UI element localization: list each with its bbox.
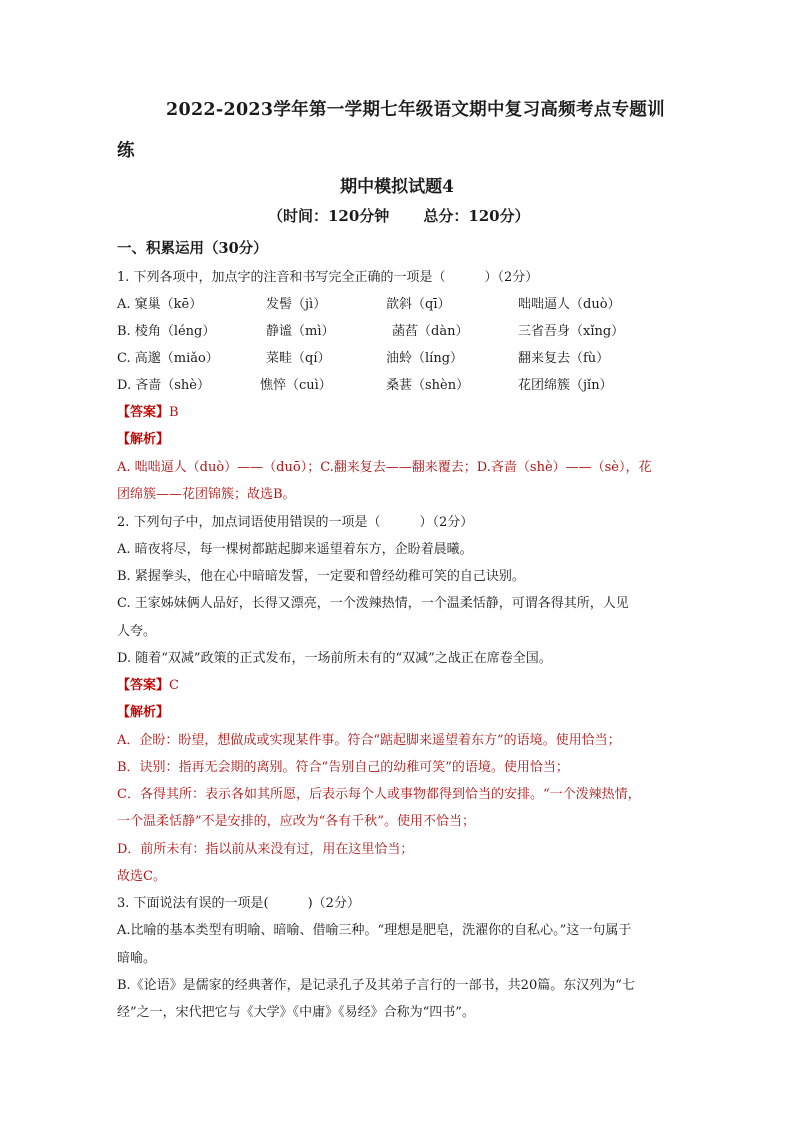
q1-option-b-3: 菡萏（dàn） (392, 324, 469, 339)
q3-option-b-line2: 经”之一，宋代把它与《大学》《中庸》《易经》合称为“四书”。 (117, 1005, 475, 1020)
q2-answer (117, 678, 179, 694)
q1-analysis-tag: 【解析】 (117, 432, 170, 447)
q2-analysis-b: B．诀别：指再无会期的离别。符合“告别自己的幼稚可笑”的语境。使用恰当； (117, 760, 569, 775)
exam-time-score (268, 205, 530, 226)
q2-analysis-a: A．企盼：盼望，想做成或实现某件事。符合“踮起脚来遥望着东方”的语境。使用恰当； (117, 733, 621, 748)
q2-analysis-d: D．前所未有：指以前从来没有过，用在这里恰当； (117, 842, 414, 857)
q1-answer (117, 405, 179, 421)
q1-option-d-2: 憔悴（cuì） (260, 378, 332, 393)
question-1-stem: 1. 下列各项中，加点字的注音和书写完全正确的一项是（ ）（2分） (117, 270, 539, 285)
exam-total-score: 总分：120分） (423, 207, 530, 225)
q2-analysis-conclusion: 故选C。 (117, 869, 166, 884)
q1-option-a-1: A. 窠巢（kē） (117, 297, 203, 312)
q1-option-d-3: 桑葚（shèn） (386, 378, 470, 393)
q1-option-d-4: 花团绵簇（jǐn） (518, 378, 613, 393)
q2-analysis-c-line1: C．各得其所：表示各如其所愿，后表示每个人或事物都得到恰当的安排。“一个泼辣热情， (117, 787, 641, 802)
q1-option-a-4: 咄咄逼人（duò） (518, 297, 621, 312)
question-2-stem: 2. 下列句子中，加点词语使用错误的一项是（ ）（2分） (117, 515, 474, 530)
q1-option-c-2: 菜畦（qí） (266, 351, 331, 366)
q1-option-b-2: 静谧（mì） (266, 324, 335, 339)
q2-analysis-c-line2: 一个温柔恬静”不是安排的，应改为“各有千秋”。使用不恰当； (117, 814, 475, 829)
answer-tag: 【答案】 (117, 678, 170, 693)
q1-option-c-1: C. 高邈（miǎo） (117, 351, 219, 366)
q1-option-a-3: 歆斜（qī） (386, 297, 451, 312)
question-3-stem: 3. 下面说法有误的一项是( )（2分） (117, 896, 360, 911)
q1-option-b-1: B. 棱角（léng） (117, 324, 216, 339)
answer-value: C (169, 678, 179, 693)
exam-subtitle: 期中模拟试题4 (340, 177, 454, 197)
document-title-line1: 2022-2023学年第一学期七年级语文期中复习高频考点专题训 (166, 100, 665, 120)
q1-analysis-line1: A. 咄咄逼人（duò）——（duō）；C.翻来复去——翻来覆去；D.吝啬（shè）——（sè），花 (117, 460, 652, 475)
q2-option-c-line2: 人夸。 (117, 624, 157, 639)
q2-option-d: D. 随着“双减”政策的正式发布，一场前所未有的“双减”之战正在席卷全国。 (117, 651, 552, 666)
answer-value: B (169, 405, 179, 420)
q1-option-c-3: 油蛉（líng） (386, 351, 464, 366)
q1-analysis-line2: 团绵簇——花团锦簇；故选B。 (117, 487, 296, 502)
q2-analysis-tag: 【解析】 (117, 705, 170, 720)
q1-option-d-1: D. 吝啬（shè） (117, 378, 210, 393)
q3-option-b-line1: B.《论语》是儒家的经典著作，是记录孔子及其弟子言行的一部书，共20篇。东汉列为“七 (117, 978, 635, 993)
q2-option-b: B. 紧握拳头，他在心中暗暗发誓，一定要和曾经幼稚可笑的自己诀别。 (117, 569, 525, 584)
q1-option-c-4: 翻来复去（fù） (518, 351, 610, 366)
q3-option-a-line1: A.比喻的基本类型有明喻、暗喻、借喻三种。“理想是肥皂，洗濯你的自私心。”这一句属于 (117, 923, 632, 938)
q2-option-c-line1: C. 王家姊妹俩人品好，长得又漂亮，一个泼辣热情，一个温柔恬静，可谓各得其所，人见 (117, 596, 629, 611)
exam-time: （时间：120分钟 (268, 207, 390, 225)
q3-option-a-line2: 暗喻。 (117, 951, 157, 966)
document-title-line2: 练 (117, 141, 135, 161)
q2-option-a: A. 暗夜将尽，每一棵树都踮起脚来遥望着东方，企盼着晨曦。 (117, 542, 473, 557)
section-heading: 一、积累运用（30分） (117, 240, 268, 257)
q1-option-a-2: 发髻（jì） (266, 297, 327, 312)
answer-tag: 【答案】 (117, 405, 170, 420)
q1-option-b-4: 三省吾身（xǐng） (518, 324, 625, 339)
